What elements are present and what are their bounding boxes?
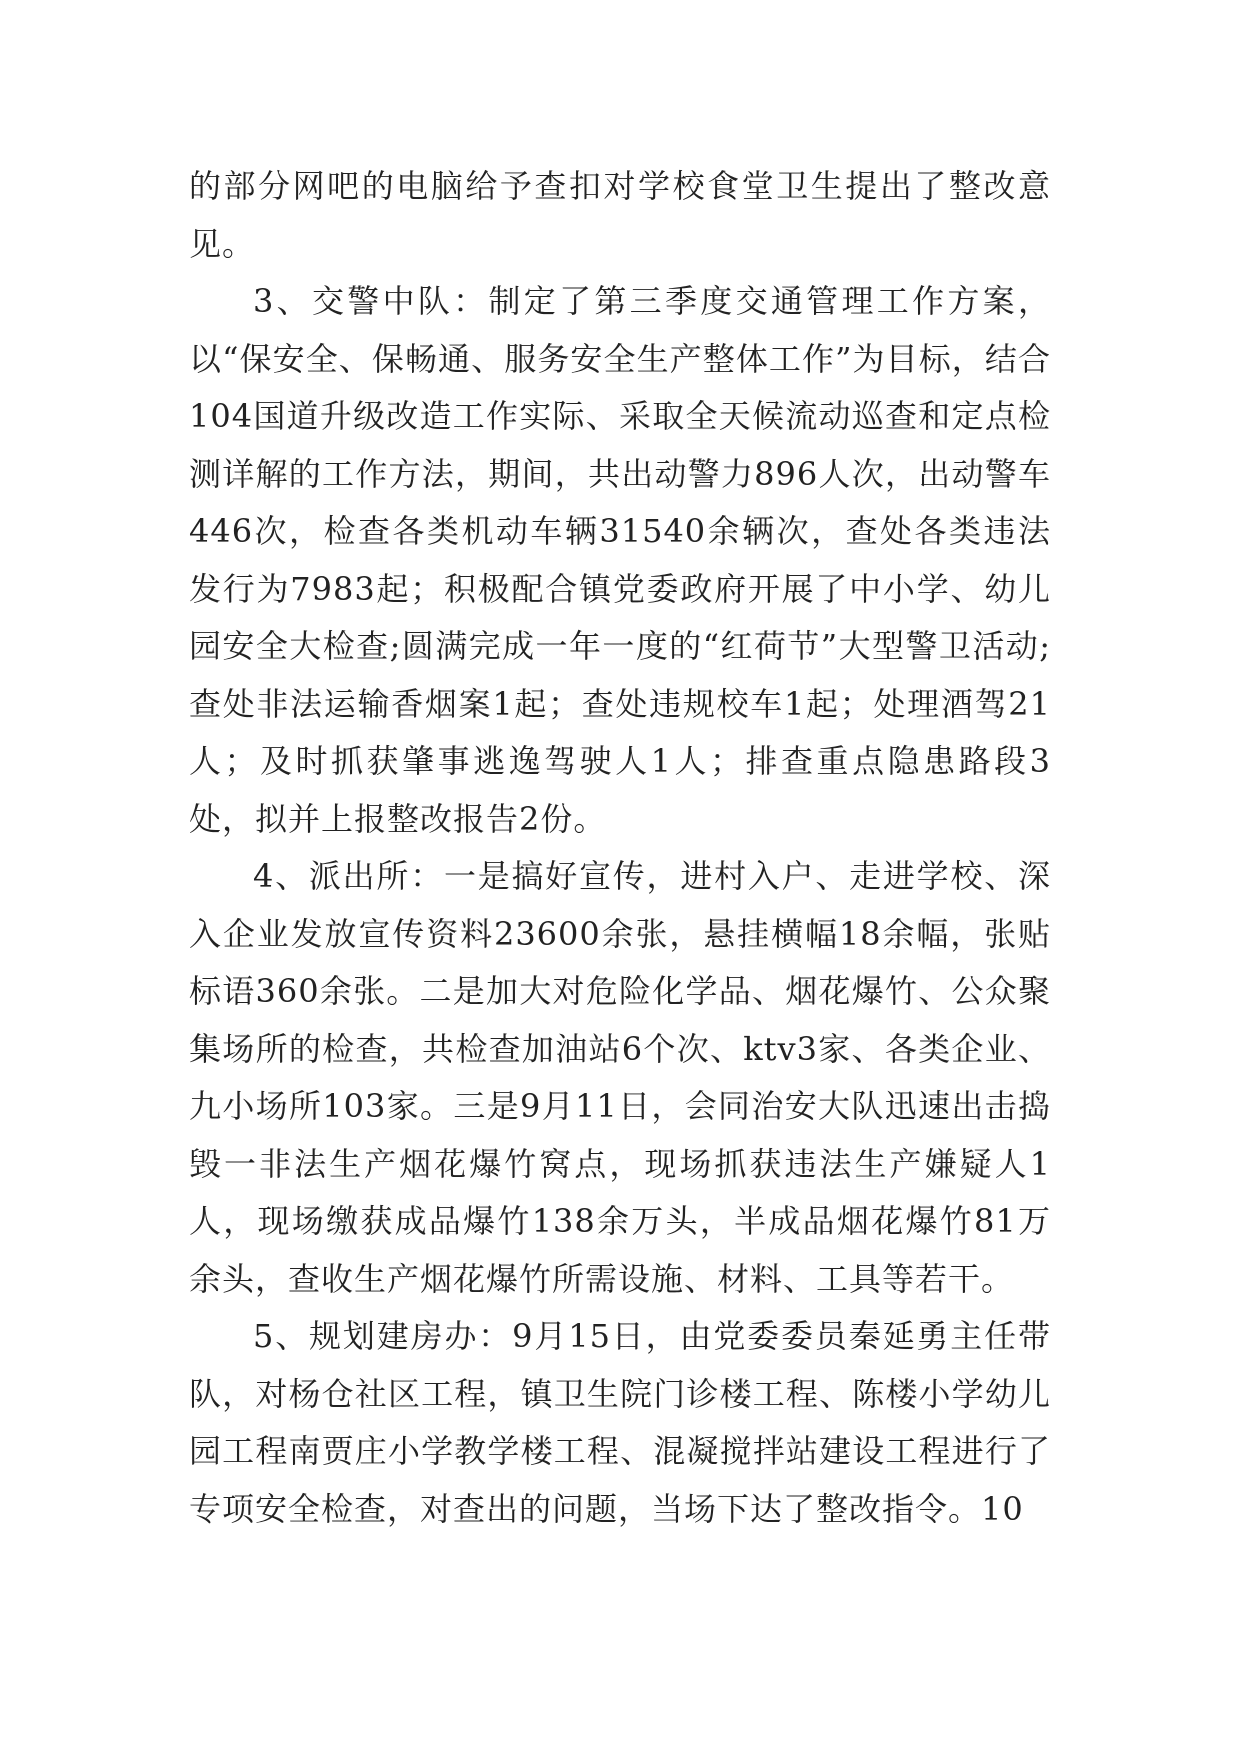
document-body: [189, 158, 1051, 1538]
paragraph-continuation: 的部分网吧的电脑给予查扣对学校食堂卫生提出了整改意见。: [189, 167, 1051, 263]
paragraph-planning-office: 5、规划建房办：9月15日，由党委委员秦延勇主任带队，对杨仓社区工程，镇卫生院门诊楼工程、陈楼小学幼儿园工程南贾庄小学教学楼工程、混凝搅拌站建设工程进行了专项安全检查，对查出的问题，当场下达了整改指令。10: [189, 1317, 1051, 1528]
paragraph-police-station: 4、派出所：一是搞好宣传，进村入户、走进学校、深入企业发放宣传资料23600余张，悬挂横幅18余幅，张贴标语360余张。二是加大对危险化学品、烟花爆竹、公众聚集场所的检查，共检查加油站6个次、ktv3家、各类企业、九小场所103家。三是9月11日，会同治安大队迅速出击捣毁一非法生产烟花爆竹窝点，现场抓获违法生产嫌疑人1人，现场缴获成品爆竹138余万头，半成品烟花爆竹81万余头，查收生产烟花爆竹所需设施、材料、工具等若干。: [189, 857, 1051, 1298]
paragraph-traffic-police: 3、交警中队：制定了第三季度交通管理工作方案，以“保安全、保畅通、服务安全生产整体工作”为目标，结合104国道升级改造工作实际、采取全天候流动巡查和定点检测详解的工作方法，期间，共出动警力896人次，出动警车446次，检查各类机动车辆31540余辆次，查处各类违法发行为7983起；积极配合镇党委政府开展了中小学、幼儿园安全大检查;圆满完成一年一度的“红荷节”大型警卫活动;查处非法运输香烟案1起；查处违规校车1起；处理酒驾21人；及时抓获肇事逃逸驾驶人1人；排查重点隐患路段3处，拟并上报整改报告2份。: [189, 282, 1051, 838]
